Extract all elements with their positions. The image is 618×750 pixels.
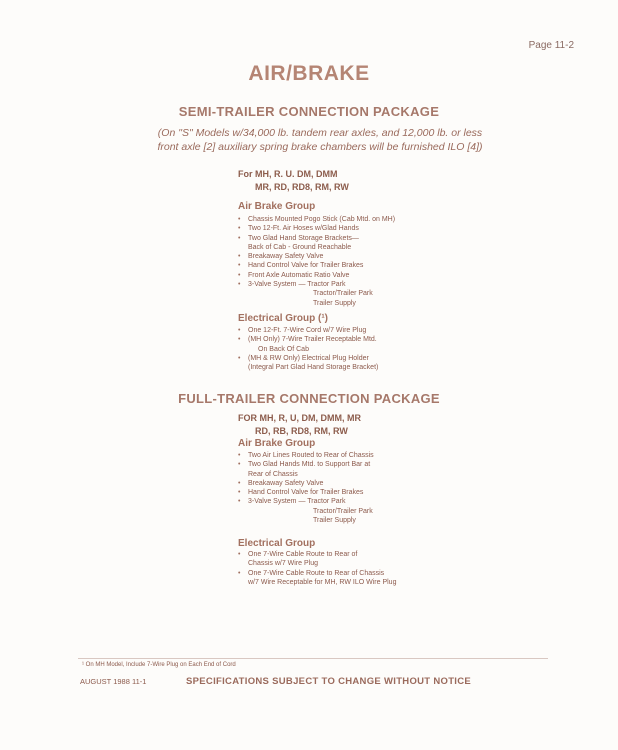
footer-notice: SPECIFICATIONS SUBJECT TO CHANGE WITHOUT NOTICE <box>186 676 472 687</box>
semi-air-brake-group-heading: Air Brake Group <box>238 201 316 212</box>
list-item-text: • Two Glad Hands Mtd. to Support Bar at <box>248 461 371 469</box>
full-models <box>238 412 361 438</box>
list-item: • One 12-Ft. 7-Wire Cord w/7 Wire Plug <box>238 326 498 335</box>
list-item: • 3-Valve System — Tractor Park <box>238 497 498 506</box>
list-item-continuation: Chassis w/7 Wire Plug <box>248 560 319 568</box>
full-air-brake-group-heading: Air Brake Group <box>238 438 316 449</box>
list-item-continuation: (Integral Part Glad Hand Storage Bracket) <box>248 364 379 372</box>
list-item-text: • One 7-Wire Cable Route to Rear of Chassis <box>248 569 385 577</box>
list-item: • Hand Control Valve for Trailer Brakes <box>238 261 498 270</box>
list-item: • Hand Control Valve for Trailer Brakes <box>238 488 498 497</box>
footer-date: AUGUST 1988 11-1 <box>80 677 147 686</box>
models-line-1: For MH, R. U. DM, DMM <box>238 169 338 179</box>
semi-electrical-group-heading: Electrical Group (¹) <box>238 313 329 324</box>
list-item-continuation: Rear of Chassis <box>248 470 298 478</box>
list-item-continuation: w/7 Wire Receptable for MH, RW ILO Wire Plug <box>248 578 397 586</box>
list-item <box>238 335 498 354</box>
list-item-text: • (MH & RW Only) Electrical Plug Holder <box>248 354 369 362</box>
list-item-sub: Trailer Supply <box>313 299 356 307</box>
list-item: • Breakaway Safety Valve <box>238 252 498 261</box>
list-item-text: • (MH Only) 7-Wire Trailer Receptable Mtd. <box>248 336 377 344</box>
list-item: • Two Air Lines Routed to Rear of Chassis <box>238 451 498 460</box>
list-item <box>238 569 498 588</box>
list-item-sub: Tractor/Trailer Park <box>313 507 373 515</box>
full-electrical-list <box>238 550 498 587</box>
note-line-1: (On "S" Models w/34,000 lb. tandem rear axles, and 12,000 lb. or less <box>157 127 483 139</box>
list-item: • 3-Valve System — Tractor Park <box>238 280 498 289</box>
list-item: • Front Axle Automatic Ratio Valve <box>238 271 498 280</box>
models-line-2: RD, RB, RD8, RM, RW <box>255 426 348 436</box>
list-item: • Breakaway Safety Valve <box>238 479 498 488</box>
list-item-sub: Trailer Supply <box>313 517 356 525</box>
list-item <box>238 354 498 373</box>
full-air-brake-list <box>238 451 498 525</box>
list-item <box>238 460 498 479</box>
models-line-1: FOR MH, R, U, DM, DMM, MR <box>238 413 361 423</box>
page-number: Page 11-2 <box>528 40 574 51</box>
semi-electrical-list <box>238 326 498 372</box>
full-trailer-heading: FULL-TRAILER CONNECTION PACKAGE <box>178 391 440 406</box>
full-electrical-group-heading: Electrical Group <box>238 538 316 549</box>
list-item-continuation: Back of Cab - Ground Reachable <box>248 243 352 251</box>
models-line-2: MR, RD, RD8, RM, RW <box>255 182 349 192</box>
list-item <box>238 550 498 569</box>
list-item-text: • One 7-Wire Cable Route to Rear of <box>248 551 358 558</box>
footnote: ¹ On MH Model, Include 7-Wire Plug on Each End of Cord <box>82 662 236 668</box>
note-line-2: front axle [2] auxiliary spring brake chambers will be furnished ILO [4]) <box>157 141 483 153</box>
semi-trailer-heading: SEMI-TRAILER CONNECTION PACKAGE <box>178 104 440 119</box>
list-item <box>238 234 498 253</box>
list-item-text: • Two Glad Hand Storage Brackets— <box>248 234 359 242</box>
footnote-divider <box>78 658 548 659</box>
list-item: • Two 12-Ft. Air Hoses w/Glad Hands <box>238 224 498 233</box>
page-title: AIR/BRAKE <box>248 62 370 85</box>
semi-air-brake-list <box>238 215 498 308</box>
list-item-continuation: On Back Of Cab <box>258 345 309 353</box>
semi-trailer-note <box>120 126 520 154</box>
list-item: • Chassis Mounted Pogo Stick (Cab Mtd. on MH) <box>238 215 498 224</box>
list-item-sub: Tractor/Trailer Park <box>313 290 373 298</box>
semi-models <box>238 168 349 194</box>
